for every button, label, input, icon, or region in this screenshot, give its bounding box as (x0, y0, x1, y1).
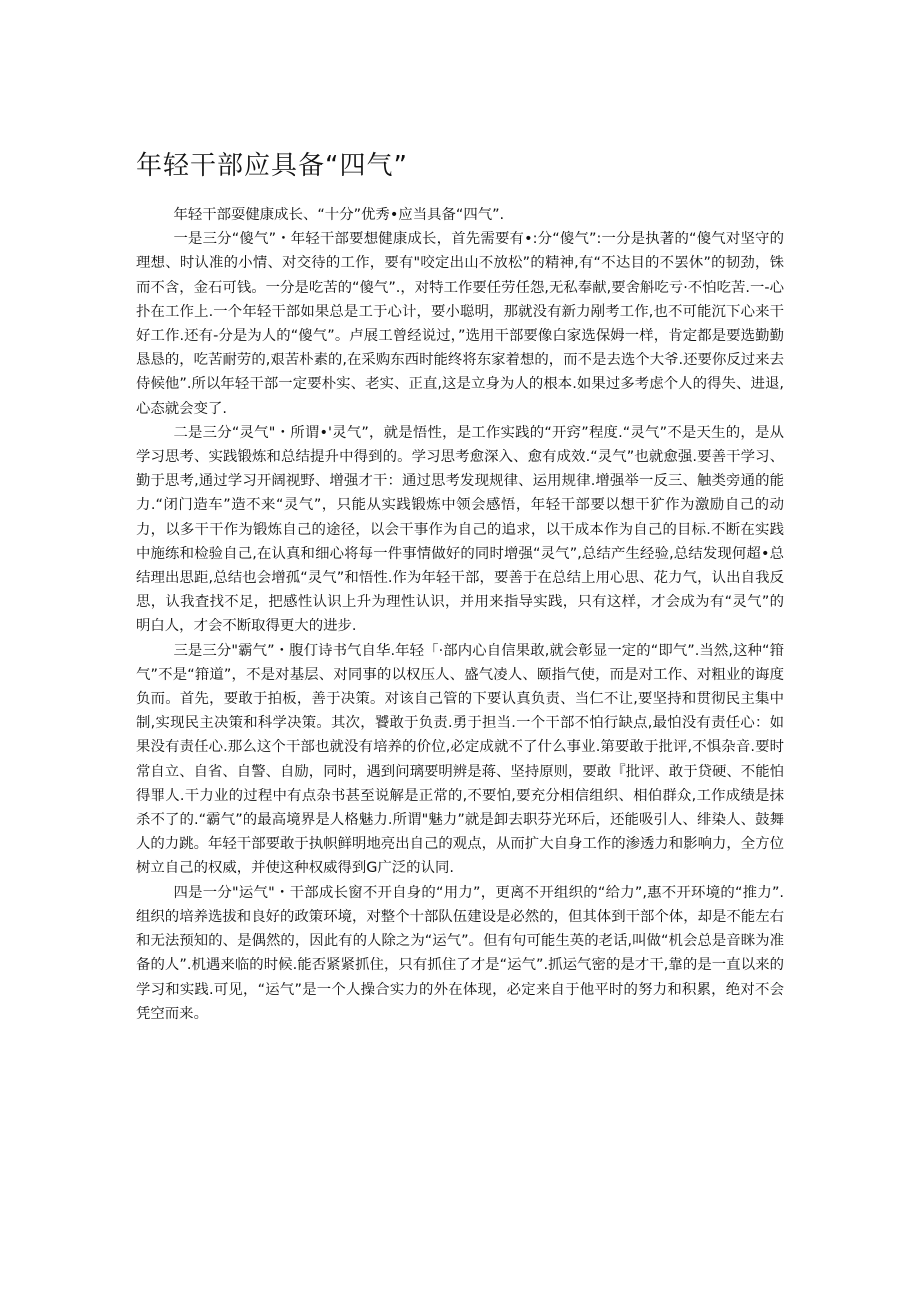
document-title: 年轻干部应具备“四气” (136, 151, 408, 181)
paragraph-intro: 年轻干部耍健康成长、“十分”优秀•应当具备“四气”. (173, 207, 505, 223)
paragraph-bold-spirit: 三是三分"霸气”・腹仃诗书气自华.年轻「·部内心自信果敢,就会彰显一定的“即气”.当然,这种“箝气”不是“箝道”，不是对基层、对同事的以权压人、盛气凌人、颐指气使，而是对工作、对粗业的诲度负而。首先，要敢于拍板，善于决策。对该自己管的下要认真负责、当仁不让,要坚持和贯彻民主集中制,实现民主决策和科学决策。其次，饕敢于负责.勇于担当.一个干部不怕行缺点,最怕没有责任心：如果没有责任心.那么这个干部也就没有培养的价位,必定成就不了什么事业.第要敢于批评,不惧杂音.要时常自立、自省、自警、自励，同时，遇到问璃要明辨是蒋、坚持原则，要敢『批评、敢于贷硬、不能怕得罪人.干力业的过程中有点杂书甚至说解是正常的,不要怕,要充分相信组织、相伯群众,工作成绩是抹杀不了的.“霸气”的最高境界是人格魅力.所谓"魅力”就是卸去职芬光环后，还能吸引人、绯染人、鼓舞人的力跳。年轻干部要敢于执帜鲜明地亮出自己的观点，从而扩大自身工作的渗透力和影响力，全方位树立自己的权威，并使这种权威得到G广泛的认同. (136, 642, 784, 877)
document-body (136, 203, 784, 1026)
paragraph-luck: 四是一分"运气"・干部成长窗不开自身的“用力”，更离不开组织的“给力”,惠不开环境的“推力”.组织的培养选拔和良好的政策环境，对整个十部队伍建设是必然的，但其体到干部个体，却是不能左右和无法预知的、是偶然的，因此有的人除之为“运气”。但有句可能生英的老话,叫做“机会总是音眯为准备的人”.机遇来临的时候.能否紧紧抓住，只有抓住了才是“运气”.抓运气密的是才干,靠的是一直以来的学习和实践.可见，“运气”是一个人操合实力的外在体现，必定来自于他平时的努力和积累，绝对不会凭空而来。 (136, 884, 784, 1022)
paragraph-smart-spirit: 二是三分“灵气"・所谓•'灵气”，就是悟性，是工作实践的“开窍”程度.“灵气”不是天生的，是从学习思考、实践锻炼和总结提升中得到的。学习思考愈深入、愈有成效.“灵气”也就愈强.要善干学习、勤于思考,通过学习开阔视野、增强才干：通过思考发现规律、运用规律.增强举一反三、触类旁通的能力.“闭门造车”造不来“灵气”，只能从实践锻炼中领会感悟，年轻干部要以想干犷作为激励自己的动力，以多干干作为锻炼自己的途径，以会干事作为自己的追求，以干成本作为自己的目标.不断在实践中施练和检验自己,在认真和细心将每一件事情做好的同时增强“灵气”,总结产生经验,总结发现何超•总结理出思距,总结也会增孤“灵气”和悟性.作为年轻干部，要善于在总结上用心思、花力气，认出自我反思，认我査找不足，把感性认识上升为理性认识，并用来指导实践，只有这样，才会成为有“灵气”的明白人，才会不断取得更大的进步. (136, 424, 784, 635)
paragraph-silly-spirit: 一是三分“傻气”・年轻干部要想健康成长，首先需要有•:分“傻气”:一分是执著的“傻气对坚守的理想、时认准的小情、对交待的工作，要有"咬定出山不放松”的精神,有“不达目的不罢休”的韧劲，铢而不含，金石可钱。一分是吃苦的“傻气”.，对特工作要任劳任怨,无私奉献,要舍斛吃亏·不怕吃苦.一-心扑在工作上.一个年轻干部如果总是工于心计，要小聪明，那就没有新力剐考工作,也不可能沉下心来干好工作.还有-分是为人的“傻气”。卢展工曾经说过，”选用干部要像白家选保姆一样，肯定都是要选勤勤恳恳的，吃苦耐劳的,艰苦朴素的,在采购东西时能终将东家着想的，而不是去选个大爷.还要你反过来去侍候他”.所以年轻干部一定要朴实、老实、正直,这是立身为人的根本.如果过多考虑个人的得失、进退,心态就会变了. (136, 231, 784, 417)
